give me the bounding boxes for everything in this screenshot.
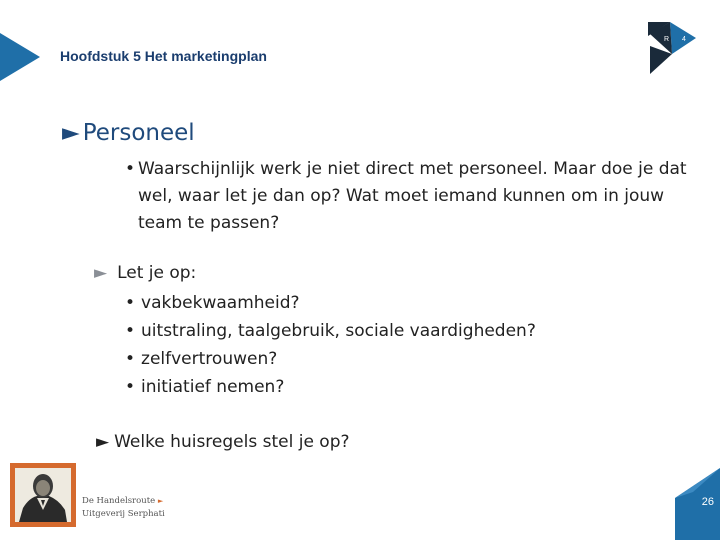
bullet-icon: •	[125, 321, 136, 341]
slide-title-text: Personeel	[82, 120, 195, 146]
publisher-line-1	[82, 496, 163, 506]
list-item	[125, 373, 536, 401]
bullet-icon: •	[125, 159, 136, 179]
page-number: 26	[701, 496, 714, 508]
list-item	[125, 345, 536, 373]
publisher-arrow-icon: ►	[157, 497, 164, 505]
chapter-title: Hoofdstuk 5 Het marketingplan	[60, 48, 267, 64]
checklist-heading-text: Let je op:	[117, 263, 197, 283]
list-item-text: zelfvertrouwen?	[141, 349, 278, 369]
list-item	[125, 317, 536, 345]
list-item	[125, 289, 536, 317]
bullet-icon: •	[125, 349, 136, 369]
publisher-logo	[10, 463, 180, 527]
page-number-badge	[675, 468, 720, 540]
checklist-heading	[94, 263, 196, 283]
slide-title	[62, 120, 195, 146]
corner-logo-letter-left: R	[664, 36, 670, 43]
title-marker-icon: ►	[62, 120, 80, 146]
list-item-text: initiatief nemen?	[141, 377, 285, 397]
list-item-text: uitstraling, taalgebruik, sociale vaardigheden?	[141, 321, 536, 341]
question-marker-icon: ►	[96, 432, 110, 452]
list-item-text: vakbekwaamheid?	[141, 293, 300, 313]
intro-paragraph	[125, 156, 700, 237]
question-line	[96, 432, 350, 452]
intro-text: Waarschijnlijk werk je niet direct met personeel. Maar doe je dat wel, waar let je dan op? Wat moet iemand kunnen om in jouw team te passen?	[138, 159, 687, 233]
bullet-icon: •	[125, 293, 136, 313]
question-text: Welke huisregels stel je op?	[114, 432, 350, 452]
publisher-line-2: Uitgeverij Serphati	[82, 509, 165, 519]
bullet-icon: •	[125, 377, 136, 397]
corner-logo	[648, 22, 696, 78]
publisher-name: De Handelsroute	[82, 496, 156, 506]
portrait-frame	[10, 463, 76, 527]
checklist-marker-icon: ►	[94, 263, 108, 283]
header-arrow-decoration	[0, 33, 40, 81]
corner-logo-letter-right: 4	[682, 36, 686, 43]
portrait-image	[15, 468, 71, 522]
checklist	[125, 289, 536, 401]
